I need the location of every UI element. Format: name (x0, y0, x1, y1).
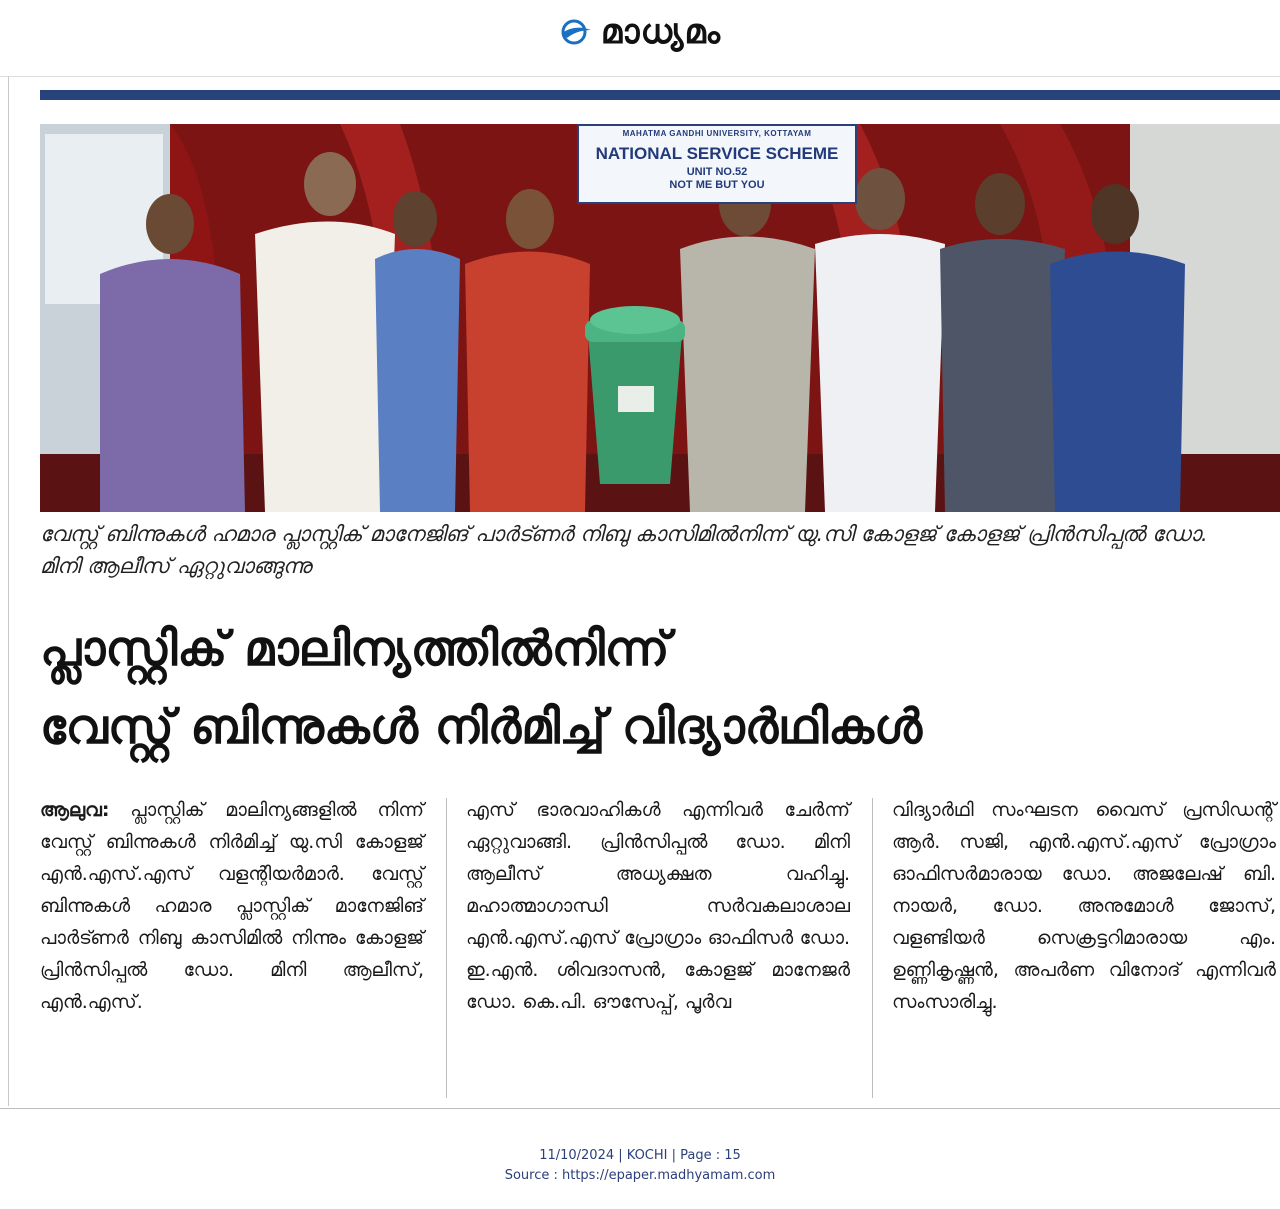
nss-banner (577, 124, 857, 204)
footer-date-page: 11/10/2024 | KOCHI | Page : 15 (539, 1148, 741, 1163)
column-2-text: എസ് ഭാരവാഹികൾ എന്നിവർ ചേർന്ന് ഏറ്റുവാങ്ങി. പ്രിൻസിപ്പൽ ഡോ. മിനി ആലീസ് അധ്യക്ഷത വഹിച്ചു. മഹാത്മാഗാന്ധി സർവകലാശാല എൻ.എസ്.എസ് പ്രോഗ്രാം ഓഫിസർ ഡോ. ഇ.എൻ. ശിവദാസൻ, കോളജ് മാനേജർ ഡോ. കെ.പി. ഔസേപ്പ്, പൂർവ (466, 799, 850, 1013)
column-divider-2 (872, 798, 873, 1098)
madhyamam-swoosh-icon (559, 18, 593, 46)
bottom-divider (0, 1108, 1280, 1109)
banner-motto: NOT ME BUT YOU (669, 179, 765, 191)
waste-bin (585, 306, 685, 484)
section-color-bar (40, 90, 1280, 100)
dateline: ആലുവ: (40, 799, 110, 821)
banner-university: MAHATMA GANDHI UNIVERSITY, KOTTAYAM (622, 129, 812, 138)
column-3-text: വിദ്യാർഥി സംഘടന വൈസ് പ്രസിഡന്റ് ആർ. സജി, എൻ.എസ്.എസ് പ്രോഗ്രാം ഓഫിസർമാരായ ഡോ. അജലേഷ് ബി. നായർ, ഡോ. അനുമോൾ ജോസ്, വളണ്ടിയർ സെക്രട്ടറിമാരായ എം. ഉണ്ണികൃഷ്ണൻ, അപർണ വിനോദ് എന്നിവർ സംസാരിച്ചു. (892, 799, 1276, 1013)
news-photo (40, 124, 1280, 512)
banner-scheme: NATIONAL SERVICE SCHEME (595, 144, 839, 163)
footer-source: Source : https://epaper.madhyamam.com (504, 1168, 776, 1183)
left-margin-rule (8, 76, 9, 1106)
masthead-title: മാധ്യമം (600, 12, 722, 52)
column-1-text: പ്ലാസ്റ്റിക് മാലിന്യങ്ങളിൽ നിന്ന് വേസ്റ്റ് ബിന്നുകൾ നിർമിച്ച് യു.സി കോളജ് എൻ.എസ്.എസ് വളന്റിയർമാർ. വേസ്റ്റ് ബിന്നുകൾ ഹമാര പ്ലാസ്റ്റിക് മാനേജിങ് പാർട്ണർ നിബു കാസിമിൽ നിന്നും കോളജ് പ്രിൻസിപ്പൽ ഡോ. മിനി ആലീസ്, എൻ.എസ്. (40, 799, 424, 1013)
top-divider (0, 76, 1280, 77)
headline (40, 610, 1260, 766)
photo-caption: വേസ്റ്റ് ബിന്നുകൾ ഹമാര പ്ലാസ്റ്റിക് മാനേജിങ് പാർട്ണർ നിബു കാസിമിൽനിന്ന് യു.സി കോളജ് കോളജ് പ്രിൻസിപ്പൽ ഡോ. മിനി ആലീസ് ഏറ്റുവാങ്ങുന്നു (40, 522, 1208, 578)
headline-line-1: പ്ലാസ്റ്റിക് മാലിന്യത്തിൽനിന്ന് (40, 621, 670, 677)
headline-line-2: വേസ്റ്റ് ബിന്നുകൾ നിർമിച്ച് വിദ്യാർഥികൾ (40, 699, 923, 755)
article-column-3 (892, 794, 1276, 1018)
page-footer (0, 1146, 1280, 1186)
masthead (0, 8, 1280, 56)
column-divider-1 (446, 798, 447, 1098)
article-column-1 (40, 794, 424, 1018)
banner-unit: UNIT NO.52 (686, 166, 748, 178)
article-column-2 (466, 794, 850, 1018)
